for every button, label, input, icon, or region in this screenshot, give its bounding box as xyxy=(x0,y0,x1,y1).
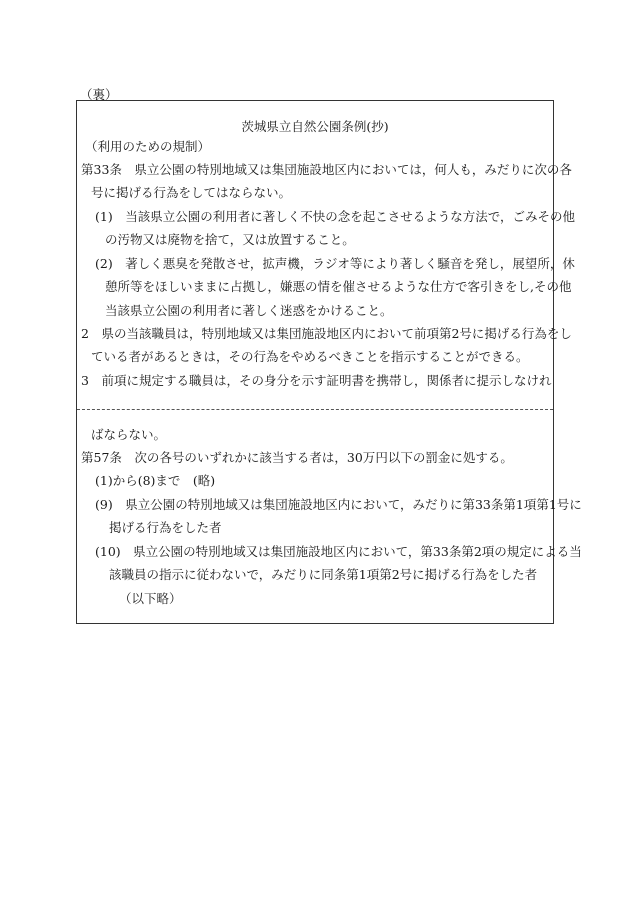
page-break-divider xyxy=(77,409,553,410)
article57-item9-line2: 掲げる行為をした者 xyxy=(109,520,222,535)
article33-para2-line1: 2 県の当該職員は，特別地域又は集団施設地区内において前項第2号に掲げる行為をし xyxy=(81,326,572,341)
article33-item1-line2: の汚物又は廃物を捨て，又は放置すること。 xyxy=(105,232,355,247)
omitted-note: （以下略） xyxy=(119,591,182,606)
article33-para3-line1: 3 前項に規定する職員は，その身分を示す証明書を携帯し，関係者に提示しなけれ xyxy=(81,373,552,388)
article57-item9-line1: (9) 県立公園の特別地域又は集団施設地区内において，みだりに第33条第1項第1号に xyxy=(95,497,582,512)
article57-item10-line1: (10) 県立公園の特別地域又は集団施設地区内において，第33条第2項の規定による当 xyxy=(95,544,582,559)
ordinance-excerpt-box xyxy=(76,100,582,624)
article33-line2: 号に掲げる行為をしてはならない。 xyxy=(91,185,292,200)
article33-para3-line2: ばならない。 xyxy=(91,427,167,442)
article57-item10-line2: 該職員の指示に従わないで，みだりに同条第1項第2号に掲げる行為をした者 xyxy=(109,567,538,582)
document-title: 茨城県立自然公園条例(抄) xyxy=(241,119,389,134)
section-heading: （利用のための規制） xyxy=(85,139,211,154)
article33-line1: 第33条 県立公園の特別地域又は集団施設地区内においては，何人も，みだりに次の各 xyxy=(81,162,572,177)
article33-item2-line1: (2) 著しく悪臭を発散させ，拡声機，ラジオ等により著しく騒音を発し，展望所，休 xyxy=(95,256,575,271)
article33-item1-line1: (1) 当該県立公園の利用者に著しく不快の念を起こさせるような方法で，ごみその他 xyxy=(95,209,575,224)
article33-item2-line2: 憩所等をほしいままに占拠し，嫌悪の情を催させるような仕方で客引きをし,その他 xyxy=(105,279,572,294)
article33-para2-line2: ている者があるときは，その行為をやめるべきことを指示することができる。 xyxy=(91,349,529,364)
article57-line1: 第57条 次の各号のいずれかに該当する者は，30万円以下の罰金に処する。 xyxy=(81,450,513,465)
page-side-label: （裏） xyxy=(80,87,118,102)
article57-item-range: (1)から(8)まで (略) xyxy=(95,473,216,488)
article33-item2-line3: 当該県立公園の利用者に著しく迷惑をかけること。 xyxy=(105,303,393,318)
